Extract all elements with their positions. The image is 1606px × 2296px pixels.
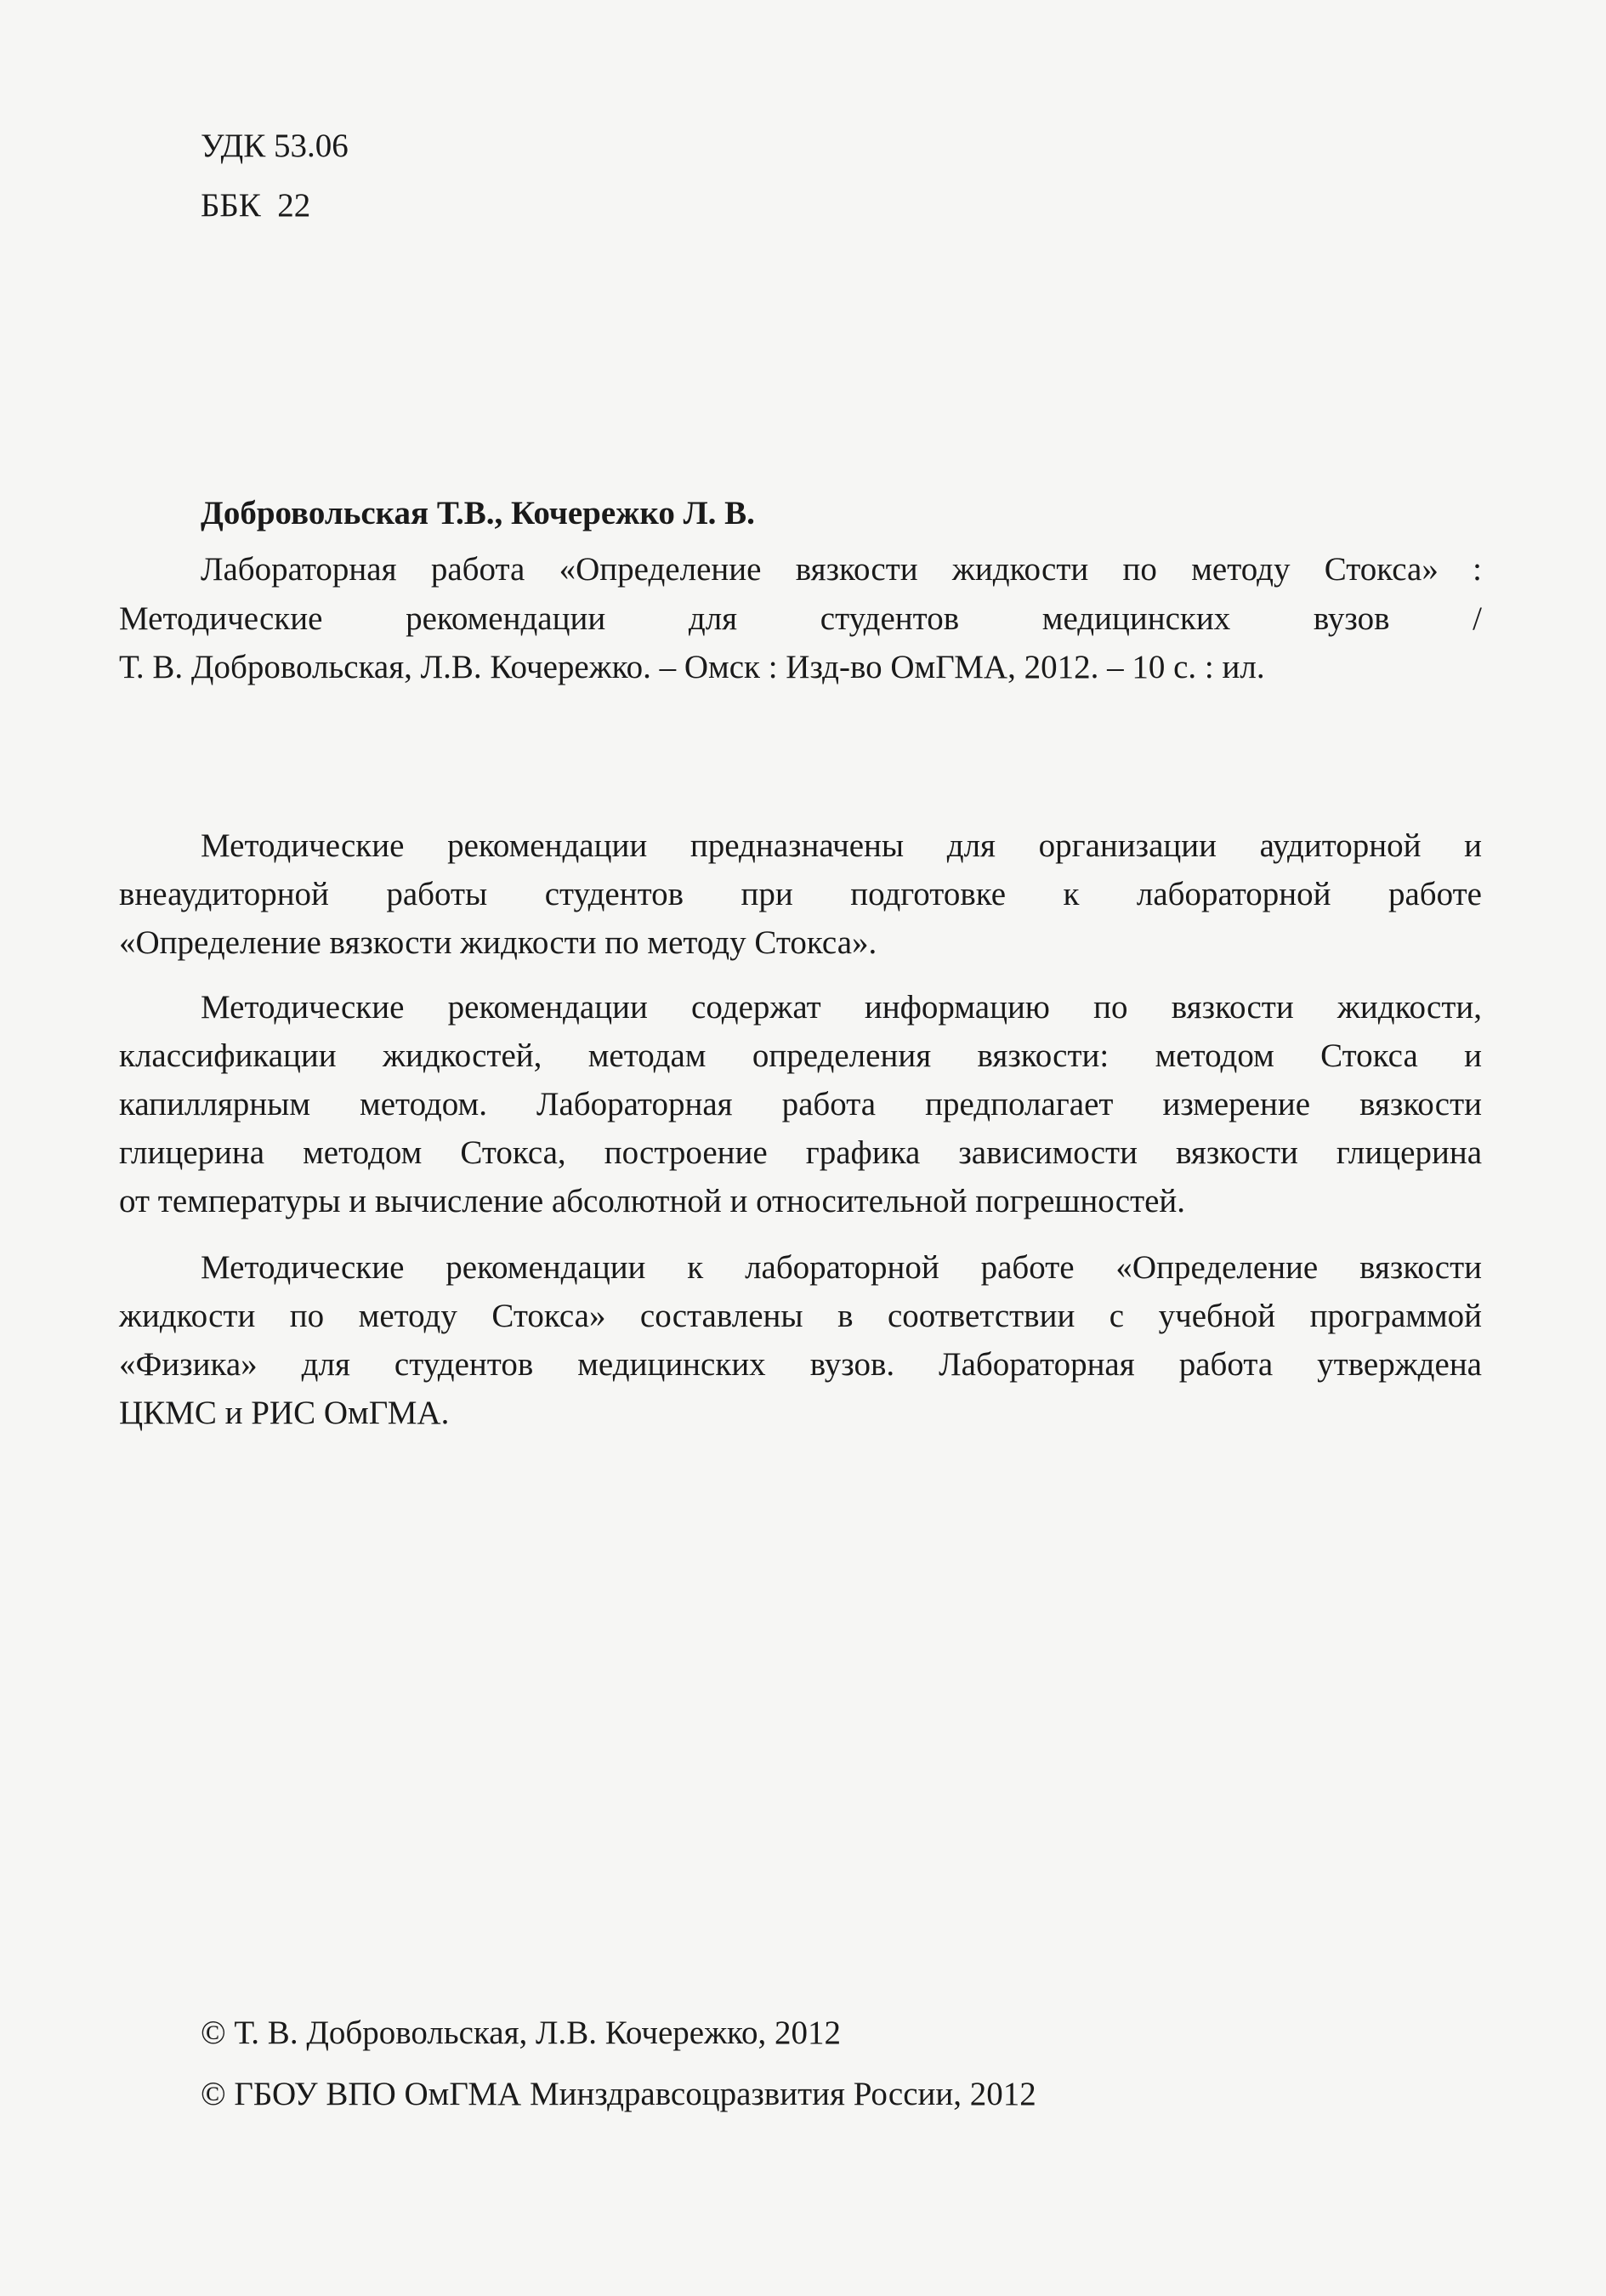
paragraph-line: глицерина методом Стокса, построение графика зависимости вязкости глицерина [119, 1134, 1482, 1171]
paragraph-line: Методические рекомендации к лабораторной работе «Определение вязкости [201, 1249, 1482, 1286]
paragraph-line: от температуры и вычисление абсолютной и относительной погрешностей. [119, 1183, 1186, 1219]
copyright-line: © Т. В. Добровольская, Л.В. Кочережко, 2012 [201, 2015, 841, 2051]
citation-line: Методические рекомендации для студентов медицинских вузов / [119, 600, 1482, 637]
paragraph-line: классификации жидкостей, методам определения вязкости: методом Стокса и [119, 1037, 1482, 1074]
paragraph-line: капиллярным методом. Лабораторная работа предполагает измерение вязкости [119, 1086, 1482, 1122]
authors-heading: Добровольская Т.В., Кочережко Л. В. [201, 495, 755, 531]
paragraph-line: «Физика» для студентов медицинских вузов. Лабораторная работа утверждена [119, 1346, 1482, 1383]
paragraph-line: ЦКМС и РИС ОмГМА. [119, 1395, 450, 1431]
paragraph-line: внеаудиторной работы студентов при подготовке к лабораторной работе [119, 876, 1482, 912]
citation-line: Т. В. Добровольская, Л.В. Кочережко. – Омск : Изд-во ОмГМА, 2012. – 10 с. : ил. [119, 649, 1265, 685]
paragraph-line: Методические рекомендации предназначены для организации аудиторной и [201, 827, 1482, 864]
udk-code: УДК 53.06 [201, 128, 349, 164]
paragraph-line: Методические рекомендации содержат информацию по вязкости жидкости, [201, 989, 1482, 1026]
bbk-code: ББК 22 [201, 187, 311, 224]
paragraph-line: «Определение вязкости жидкости по методу Стокса». [119, 924, 877, 961]
copyright-line: © ГБОУ ВПО ОмГМА Минздравсоцразвития России, 2012 [201, 2076, 1036, 2112]
paragraph-line: жидкости по методу Стокса» составлены в соответствии с учебной программой [119, 1298, 1482, 1334]
citation-line: Лабораторная работа «Определение вязкости жидкости по методу Стокса» : [201, 551, 1482, 588]
